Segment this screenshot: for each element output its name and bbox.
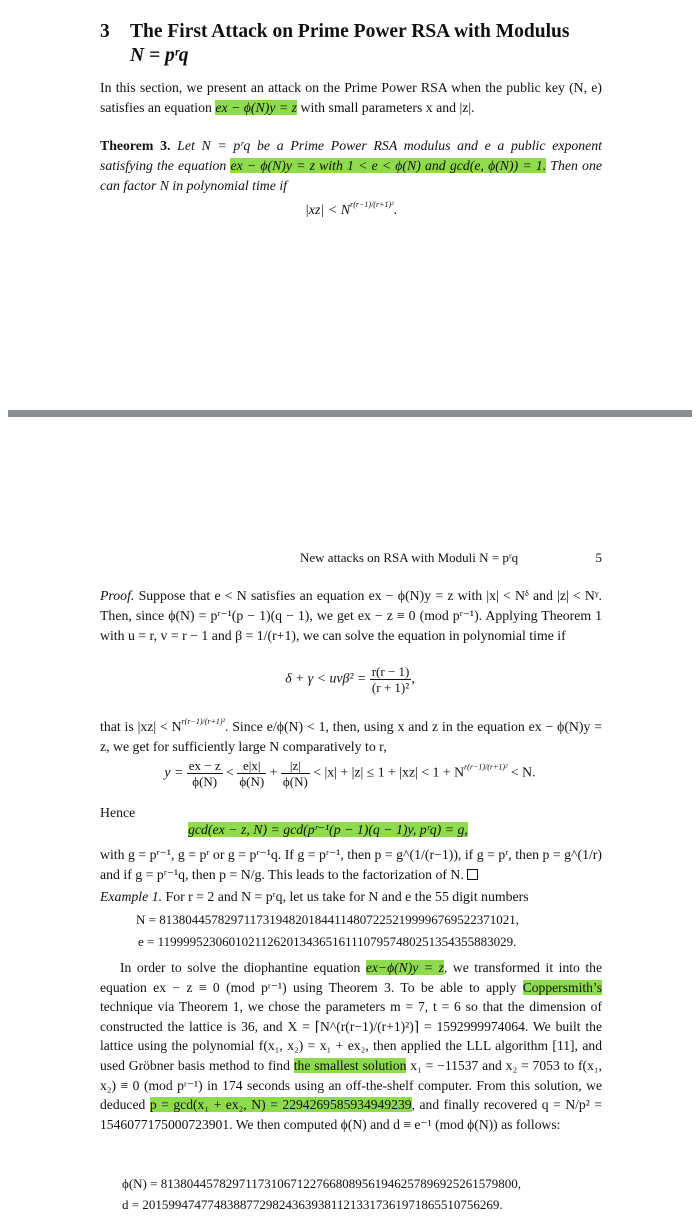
example-N: N = 8138044578297117319482018441148072252199996769522371021, <box>136 912 520 927</box>
theorem-text-end: Then one can factor N in polynomial time if <box>100 158 602 193</box>
p4-highlight-coppersmith: Coppersmith’s <box>522 979 602 995</box>
bound-text: |xz| < N <box>304 203 351 218</box>
equation-1 <box>0 664 700 695</box>
eq2-y: y = <box>164 764 184 780</box>
section-number: 3 <box>100 21 110 42</box>
eq2-lt: < <box>226 764 234 780</box>
eq1-left: δ + γ < uvβ² = <box>285 670 367 686</box>
section-title <box>100 20 620 68</box>
p4-highlight-equation: ex−ϕ(N)y = z <box>365 960 444 975</box>
proof-paragraph-3 <box>100 845 602 885</box>
hence-label: Hence <box>100 805 136 820</box>
page-top <box>0 0 700 410</box>
eq2-frac-1-den: ϕ(N) <box>192 774 218 789</box>
p4-e: , and finally recovered q = N/p² = 1546077175000723901. We then computed ϕ(N) and d ≡ e⁻¹ (mod ϕ(N)) as follows: <box>100 1097 602 1132</box>
p4-d: x₁ = −11537 and x₂ = 7053 to f(x₁, x₂) ≡ 0 (mod pʳ⁻¹) in 174 seconds using an off-the-shelf computer. From this solution, we deduced <box>100 1057 602 1113</box>
section-title-line1: The First Attack on Prime Power RSA with Modulus <box>130 21 570 42</box>
eq1-denominator: (r + 1)² <box>371 680 410 695</box>
proof-text-1: Suppose that e < N satisfies an equation ex − ϕ(N)y = z with |x| < Nᵟ and |z| < Nᵞ. Then, since ϕ(N) = pʳ⁻¹(p − 1)(q − 1), we get ex − z ≡ 0 (mod pʳ⁻¹). Applying Theorem 1 with u = r, v = r − 1 and β = 1/(r+1), we can solve the equation in polynomial time if <box>100 588 602 643</box>
proof-paragraph-2 <box>100 712 602 757</box>
running-head-title: New attacks on RSA with Moduli N = pʳq <box>300 550 519 565</box>
eq2-frac-1 <box>187 758 223 789</box>
eq2-exponent: r(r−1)/(r+1)² <box>464 762 508 772</box>
eq2-frac-3-num: |z| <box>281 758 310 774</box>
theorem-highlight: ex − ϕ(N)y = z with 1 < e < ϕ(N) and gcd(e, ϕ(N)) = 1. <box>230 158 547 173</box>
eq2-plus: + <box>269 764 278 780</box>
theorem-paragraph <box>100 136 602 196</box>
eq1-end: , <box>411 670 415 686</box>
proof-paragraph-1 <box>100 586 602 646</box>
p2-start: that is |xz| < N <box>100 719 182 734</box>
eq2-frac-2-num: e|x| <box>237 758 266 774</box>
page-number: 5 <box>595 550 602 565</box>
intro-highlight: ex − ϕ(N)y = z <box>215 100 298 115</box>
eq1-fraction <box>370 664 415 695</box>
eq2-frac-2 <box>237 758 266 789</box>
p2-exponent: r(r−1)/(r+1)² <box>181 717 225 726</box>
p4-a: In order to solve the diophantine equation <box>120 960 366 975</box>
eq1-numerator: r(r − 1) <box>371 664 410 679</box>
eq2-end: < N. <box>510 764 536 780</box>
gcd-highlight: gcd(ex − z, N) = gcd(pʳ⁻¹(p − 1)(q − 1)y, pʳq) = g, <box>188 822 468 837</box>
intro-paragraph <box>100 78 602 118</box>
example-paragraph <box>100 958 602 1134</box>
example-e: e = 1199995230601021126201343651611107957480251354355883029. <box>138 934 517 949</box>
example-intro <box>100 887 602 907</box>
gcd-equation <box>188 822 468 838</box>
eq2-frac-2-den: ϕ(N) <box>239 774 265 789</box>
p4-highlight-p: p = gcd(x₁ + ex₂, N) = 2294269585934949239 <box>149 1097 412 1113</box>
example-label: Example 1. <box>100 889 163 904</box>
p4-highlight-smallest: the smallest solution <box>293 1057 407 1073</box>
example-d: d = 2015994747748388772982436393811213317361971865510756269. <box>122 1197 503 1212</box>
p3-text: with g = pʳ⁻¹, g = pʳ or g = pʳ⁻¹q. If g = pʳ⁻¹, then p = g^(1/(r−1)), if g = pʳ, then p = g^(1/r) and if g = pʳ⁻¹q, then p = N/g. This leads to the factorization of N. <box>100 847 602 882</box>
example-phi: ϕ(N) = 8138044578297117310671227668089561946257896925261579800, <box>122 1176 521 1191</box>
bound-end: . <box>393 203 398 218</box>
p4-c: technique via Theorem 1, we chose the parameters m = 7, t = 6 so that the dimension of constructed the lattice is 36, and X = ⌈N^(r(r−1)/(r+1)²)⌉ = 1592999974064. We built the lattice using the polynomial f(x₁, x₂) = x₁ + ex₂, then applied the LLL algorithm [11], and used Gröbner basis method to find <box>100 999 602 1073</box>
eq2-rest: < |x| + |z| ≤ 1 + |xz| < 1 + N <box>313 764 465 780</box>
page-divider <box>8 410 692 417</box>
theorem-text: Let N = pʳq be a Prime Power RSA modulus and e a public exponent satisfying the equation <box>100 138 603 173</box>
eq2-frac-3 <box>281 758 310 789</box>
intro-text-end: with small parameters x and |z|. <box>297 100 475 115</box>
p4-b: , we transformed it into the equation ex − z ≡ 0 (mod pʳ⁻¹) using Theorem 3. To be able to apply <box>100 960 602 995</box>
example-intro-text: For r = 2 and N = pʳq, let us take for N and e the 55 digit numbers <box>162 889 529 904</box>
section-title-line2: N = pʳq <box>130 45 189 66</box>
intro-text: In this section, we present an attack on the Prime Power RSA when the public key (N, e) satisfies an equation <box>100 80 602 115</box>
running-head <box>300 550 602 566</box>
theorem-label: Theorem 3. <box>100 138 171 153</box>
proof-label: Proof. <box>100 588 135 603</box>
bound-exponent: r(r−1)/(r+1)² <box>350 200 394 209</box>
eq2-frac-3-den: ϕ(N) <box>282 774 308 789</box>
eq2-frac-1-num: ex − z <box>188 758 221 773</box>
qed-square-icon <box>467 869 478 880</box>
theorem-bound <box>100 200 602 219</box>
p2-rest: . Since e/ϕ(N) < 1, then, using x and z in the equation ex − ϕ(N)y = z, we get for sufficiently large N comparatively to r, <box>100 719 603 754</box>
equation-2 <box>0 758 700 789</box>
